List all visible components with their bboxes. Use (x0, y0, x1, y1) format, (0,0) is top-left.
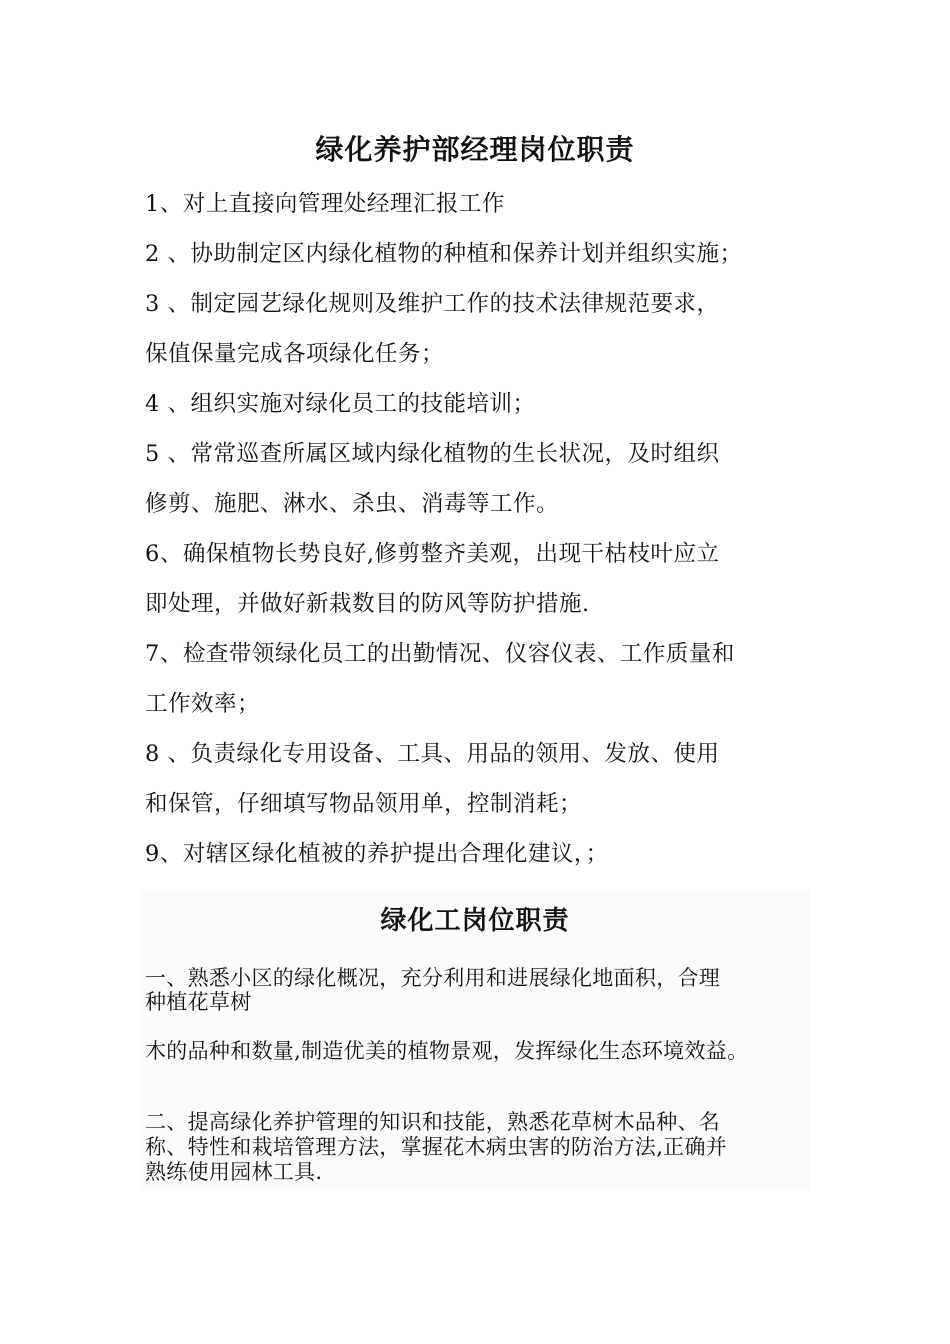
duty-line: 8 、负责绿化专用设备、工具、用品的领用、发放、使用 (145, 741, 720, 767)
duty-line: 熟练使用园林工具. (145, 1160, 323, 1184)
duty-line: 一、熟悉小区的绿化概况，充分利用和进展绿化地面积，合理 (145, 966, 721, 990)
section-title-gardener: 绿化工岗位职责 (380, 906, 570, 936)
duty-line: 和保管，仔细填写物品领用单，控制消耗； (145, 791, 583, 817)
duty-line: 木的品种和数量,制造优美的植物景观，发挥绿化生态环境效益。 (145, 1039, 749, 1063)
duty-line: 即处理，并做好新栽数目的防风等防护措施. (145, 591, 590, 617)
duty-line: 工作效率； (145, 691, 261, 717)
duty-line: 称、特性和栽培管理方法，掌握花木病虫害的防治方法,正确并 (145, 1135, 728, 1159)
duty-line: 保值保量完成各项绿化任务； (145, 341, 445, 367)
duty-line: 3 、制定园艺绿化规则及维护工作的技术法律规范要求， (145, 291, 720, 317)
duty-line: 二、提高绿化养护管理的知识和技能，熟悉花草树木品种、名 (145, 1110, 721, 1134)
duty-line: 1、对上直接向管理处经理汇报工作 (145, 191, 505, 217)
duty-line: 修剪、施肥、淋水、杀虫、消毒等工作。 (145, 491, 560, 517)
duty-line: 6、确保植物长势良好,修剪整齐美观，出现干枯枝叶应立 (145, 541, 720, 567)
duty-line: 5 、常常巡查所属区域内绿化植物的生长状况，及时组织 (145, 441, 720, 467)
duty-line: 2 、协助制定区内绿化植物的种植和保养计划并组织实施； (145, 241, 743, 267)
duty-line: 9、对辖区绿化植被的养护提出合理化建议，； (145, 841, 609, 867)
duty-line: 种植花草树 (145, 990, 252, 1014)
duty-line: 4 、组织实施对绿化员工的技能培训； (145, 391, 536, 417)
section-title-manager: 绿化养护部经理岗位职责 (315, 133, 635, 166)
duty-line: 7、检查带领绿化员工的出勤情况、仪容仪表、工作质量和 (145, 641, 735, 667)
